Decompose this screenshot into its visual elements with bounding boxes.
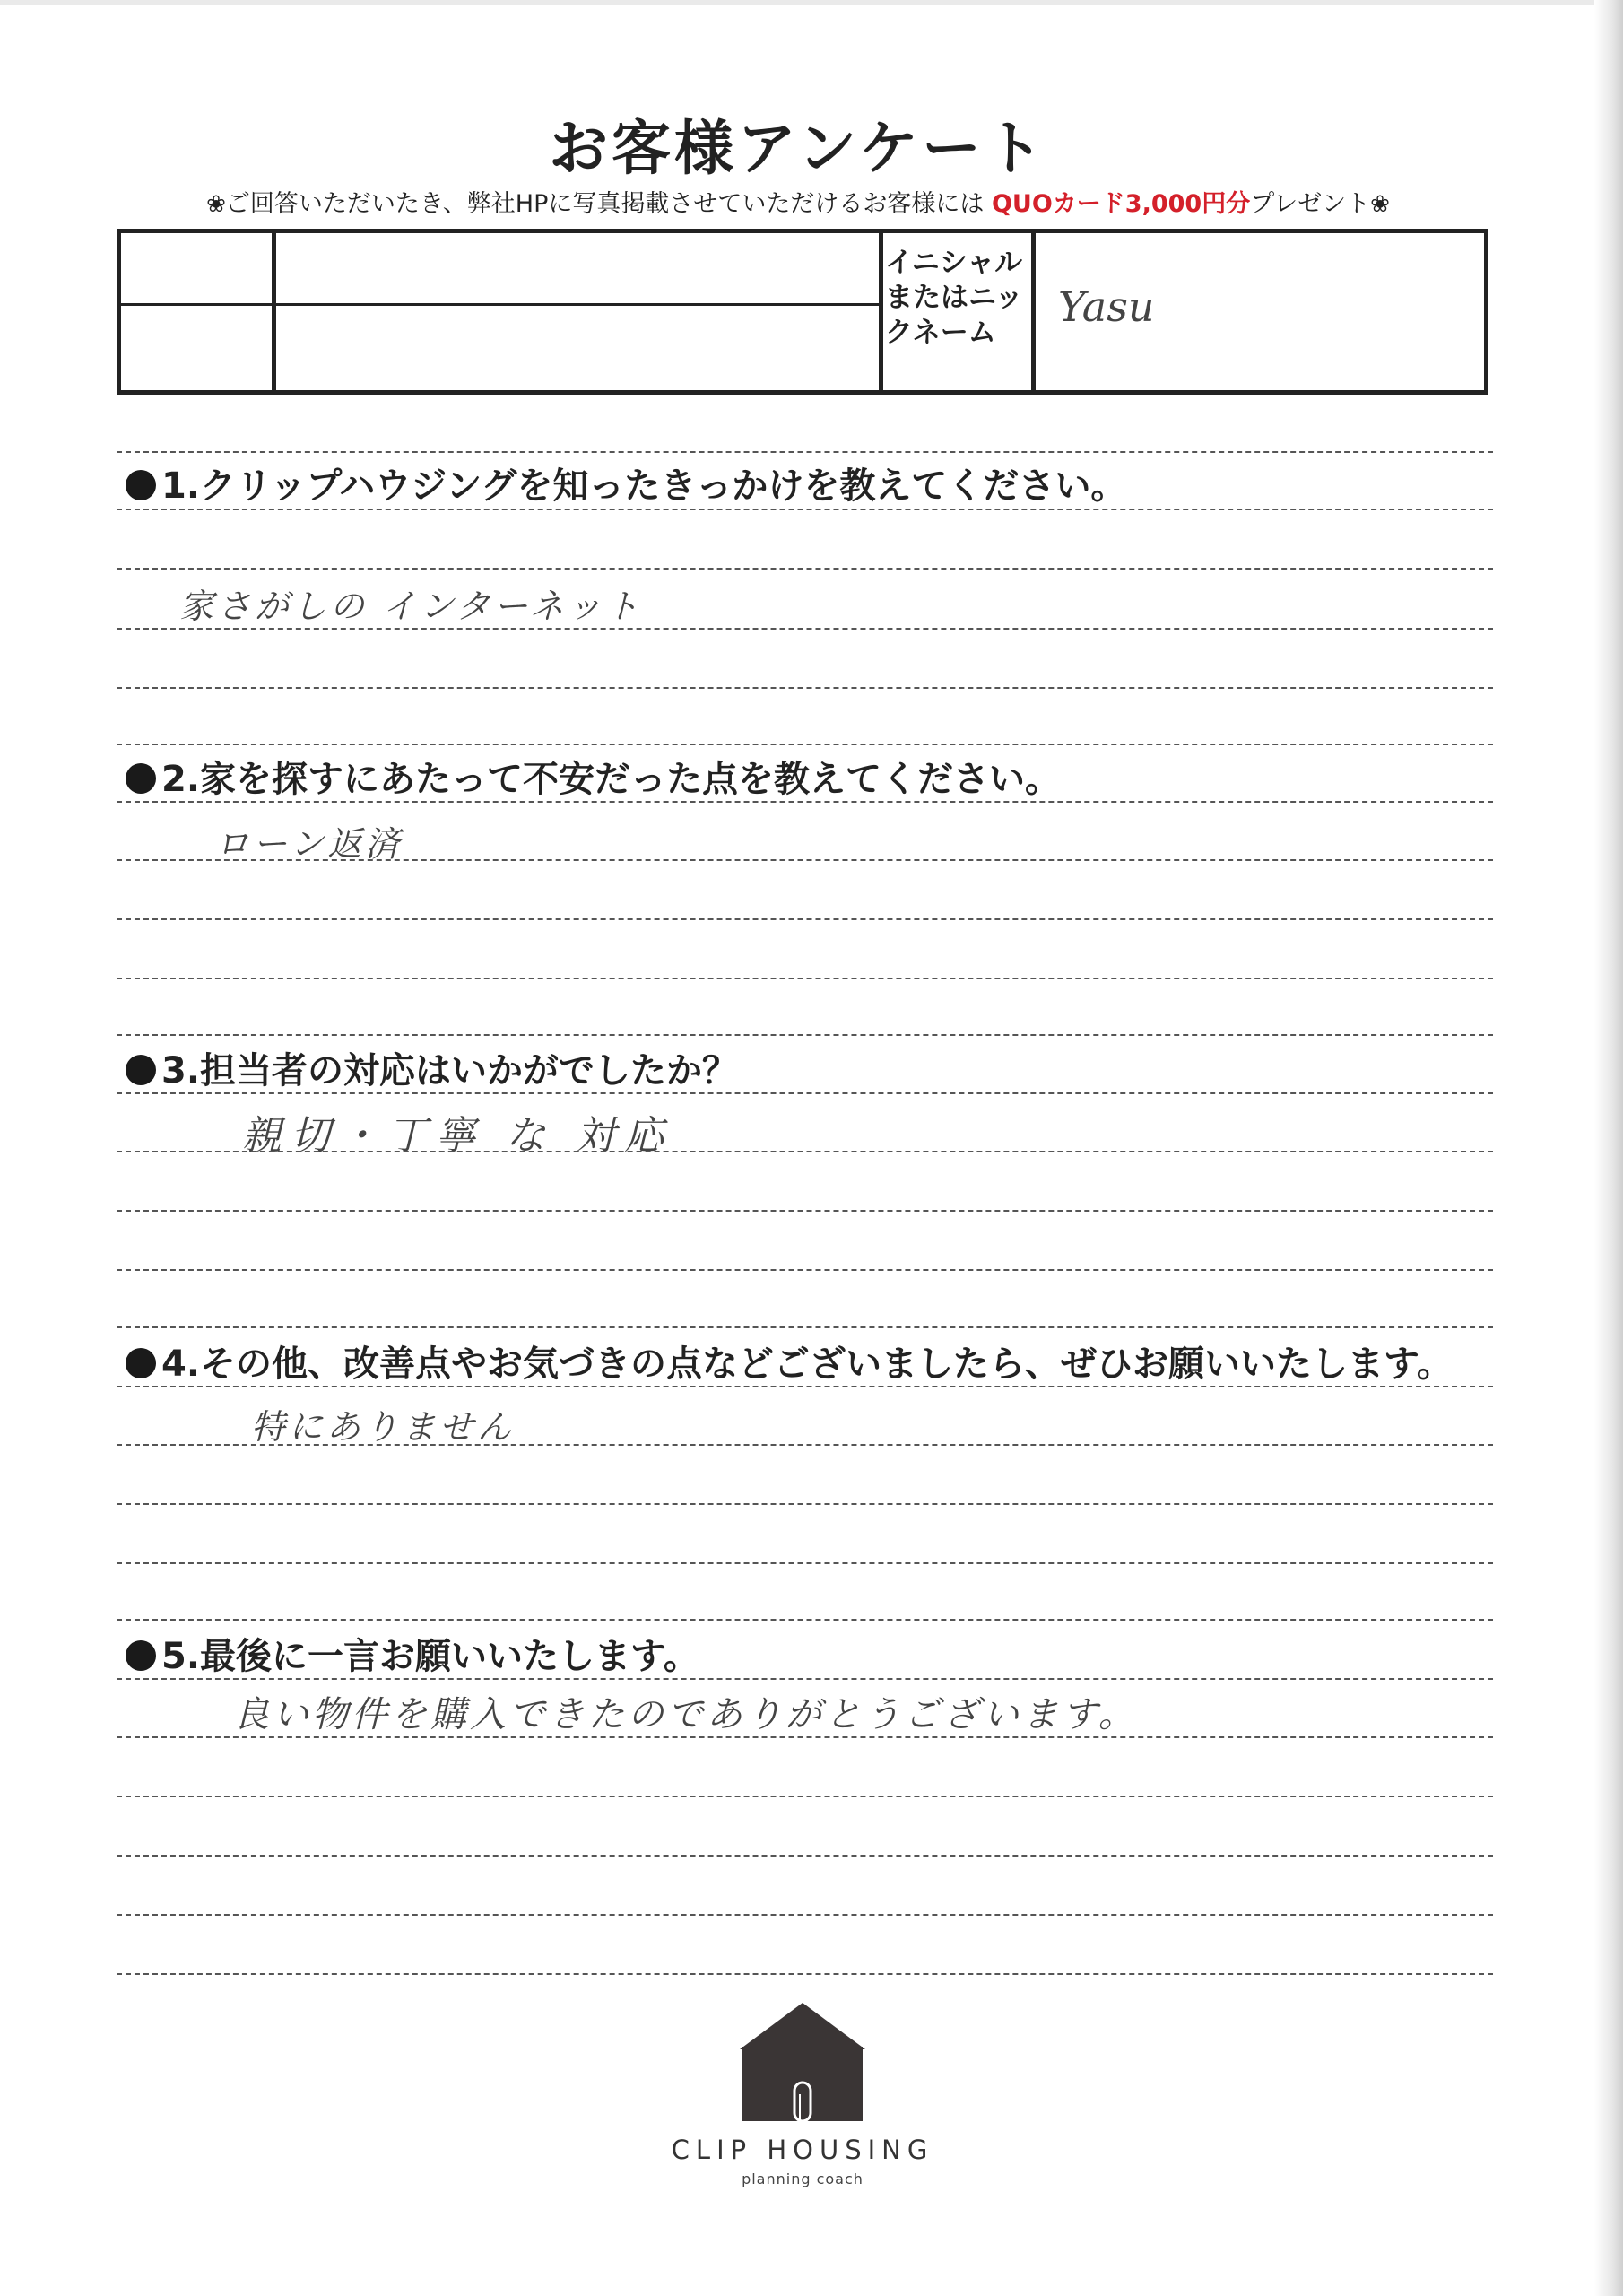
info-label-cell: [121, 306, 272, 390]
ruled-line: [117, 1503, 1493, 1505]
bullet-icon: [126, 763, 156, 794]
ruled-line: [117, 1326, 1493, 1328]
ruled-line: [117, 978, 1493, 979]
bullet-icon: [126, 1640, 156, 1671]
subtitle: [0, 184, 1596, 219]
ruled-line: [117, 1444, 1493, 1446]
answer-4[interactable]: 特にありません: [251, 1407, 516, 1447]
info-label-cell: [121, 233, 272, 303]
question-label: 1.クリップハウジングを知ったきっかけを教えてください。: [161, 465, 1127, 507]
question-3: [126, 1042, 738, 1093]
nickname-value[interactable]: Yasu: [1058, 283, 1155, 331]
ruled-line: [117, 918, 1493, 920]
ruled-line: [117, 744, 1493, 745]
ruled-line: [117, 1914, 1493, 1916]
ruled-line: [117, 1562, 1493, 1564]
info-value-field[interactable]: [276, 233, 879, 303]
ruled-line: [117, 1386, 1493, 1387]
ruled-line: [117, 1151, 1493, 1152]
question-label: 2.家を探すにあたって不安だった点を教えてください。: [161, 759, 1062, 800]
respondent-info-table: [117, 229, 1488, 395]
ruled-line: [117, 859, 1493, 861]
ruled-line: [117, 1736, 1493, 1738]
bullet-icon: [126, 1348, 156, 1378]
scan-right-edge: [1594, 0, 1623, 2296]
logo-name: CLIP HOUSING: [671, 2135, 934, 2165]
ruled-line: [117, 1092, 1493, 1094]
question-1: [126, 457, 1126, 509]
ruled-line: [117, 1973, 1493, 1975]
ruled-line: [117, 1269, 1493, 1271]
ruled-line: [117, 687, 1493, 689]
question-4: [126, 1335, 1453, 1387]
info-value-field[interactable]: [276, 306, 879, 390]
ruled-line: [117, 1619, 1493, 1621]
ruled-line: [117, 451, 1493, 453]
flower-left-icon: ❀: [206, 191, 226, 218]
flower-right-icon: ❀: [1370, 191, 1390, 218]
nickname-label: イニシャルまたはニックネーム: [885, 247, 1023, 349]
ruled-line: [117, 1855, 1493, 1857]
question-label: 3.担当者の対応はいかがでしたか？: [161, 1050, 739, 1091]
ruled-line: [117, 1210, 1493, 1212]
ruled-line: [117, 1796, 1493, 1797]
subtitle-text: ご回答いただいたき、弊社HPに写真掲載させていただけるお客様には: [225, 190, 985, 218]
subtitle-highlight: QUOカード3,000円分: [991, 190, 1251, 218]
logo-tagline: planning coach: [742, 2170, 864, 2187]
page-title: お客様アンケート: [548, 114, 1048, 183]
bullet-icon: [126, 470, 156, 500]
question-label: 4.その他、改善点やお気づきの点などございましたら、ぜひお願いいたします。: [161, 1344, 1453, 1385]
ruled-line: [117, 1034, 1493, 1036]
answer-3[interactable]: 親切・丁寧 な 対応: [242, 1113, 673, 1159]
answer-5[interactable]: 良い物件を購入できたのでありがとうございます。: [233, 1694, 1138, 1735]
question-label: 5.最後に一言お願いいたします。: [161, 1636, 699, 1677]
ruled-line: [117, 801, 1493, 803]
ruled-line: [117, 628, 1493, 630]
answer-1[interactable]: 家さがしの インターネット: [179, 587, 643, 626]
table-divider: [879, 233, 883, 390]
ruled-line: [117, 1678, 1493, 1680]
bullet-icon: [126, 1055, 156, 1085]
ruled-line: [117, 509, 1493, 510]
subtitle-suffix: プレゼント: [1250, 190, 1371, 218]
scan-top-edge: [0, 0, 1623, 5]
question-2: [126, 751, 1061, 802]
question-5: [126, 1628, 699, 1679]
house-icon: [735, 2000, 870, 2121]
ruled-line: [117, 568, 1493, 570]
answer-2[interactable]: ローン返済: [215, 824, 404, 864]
